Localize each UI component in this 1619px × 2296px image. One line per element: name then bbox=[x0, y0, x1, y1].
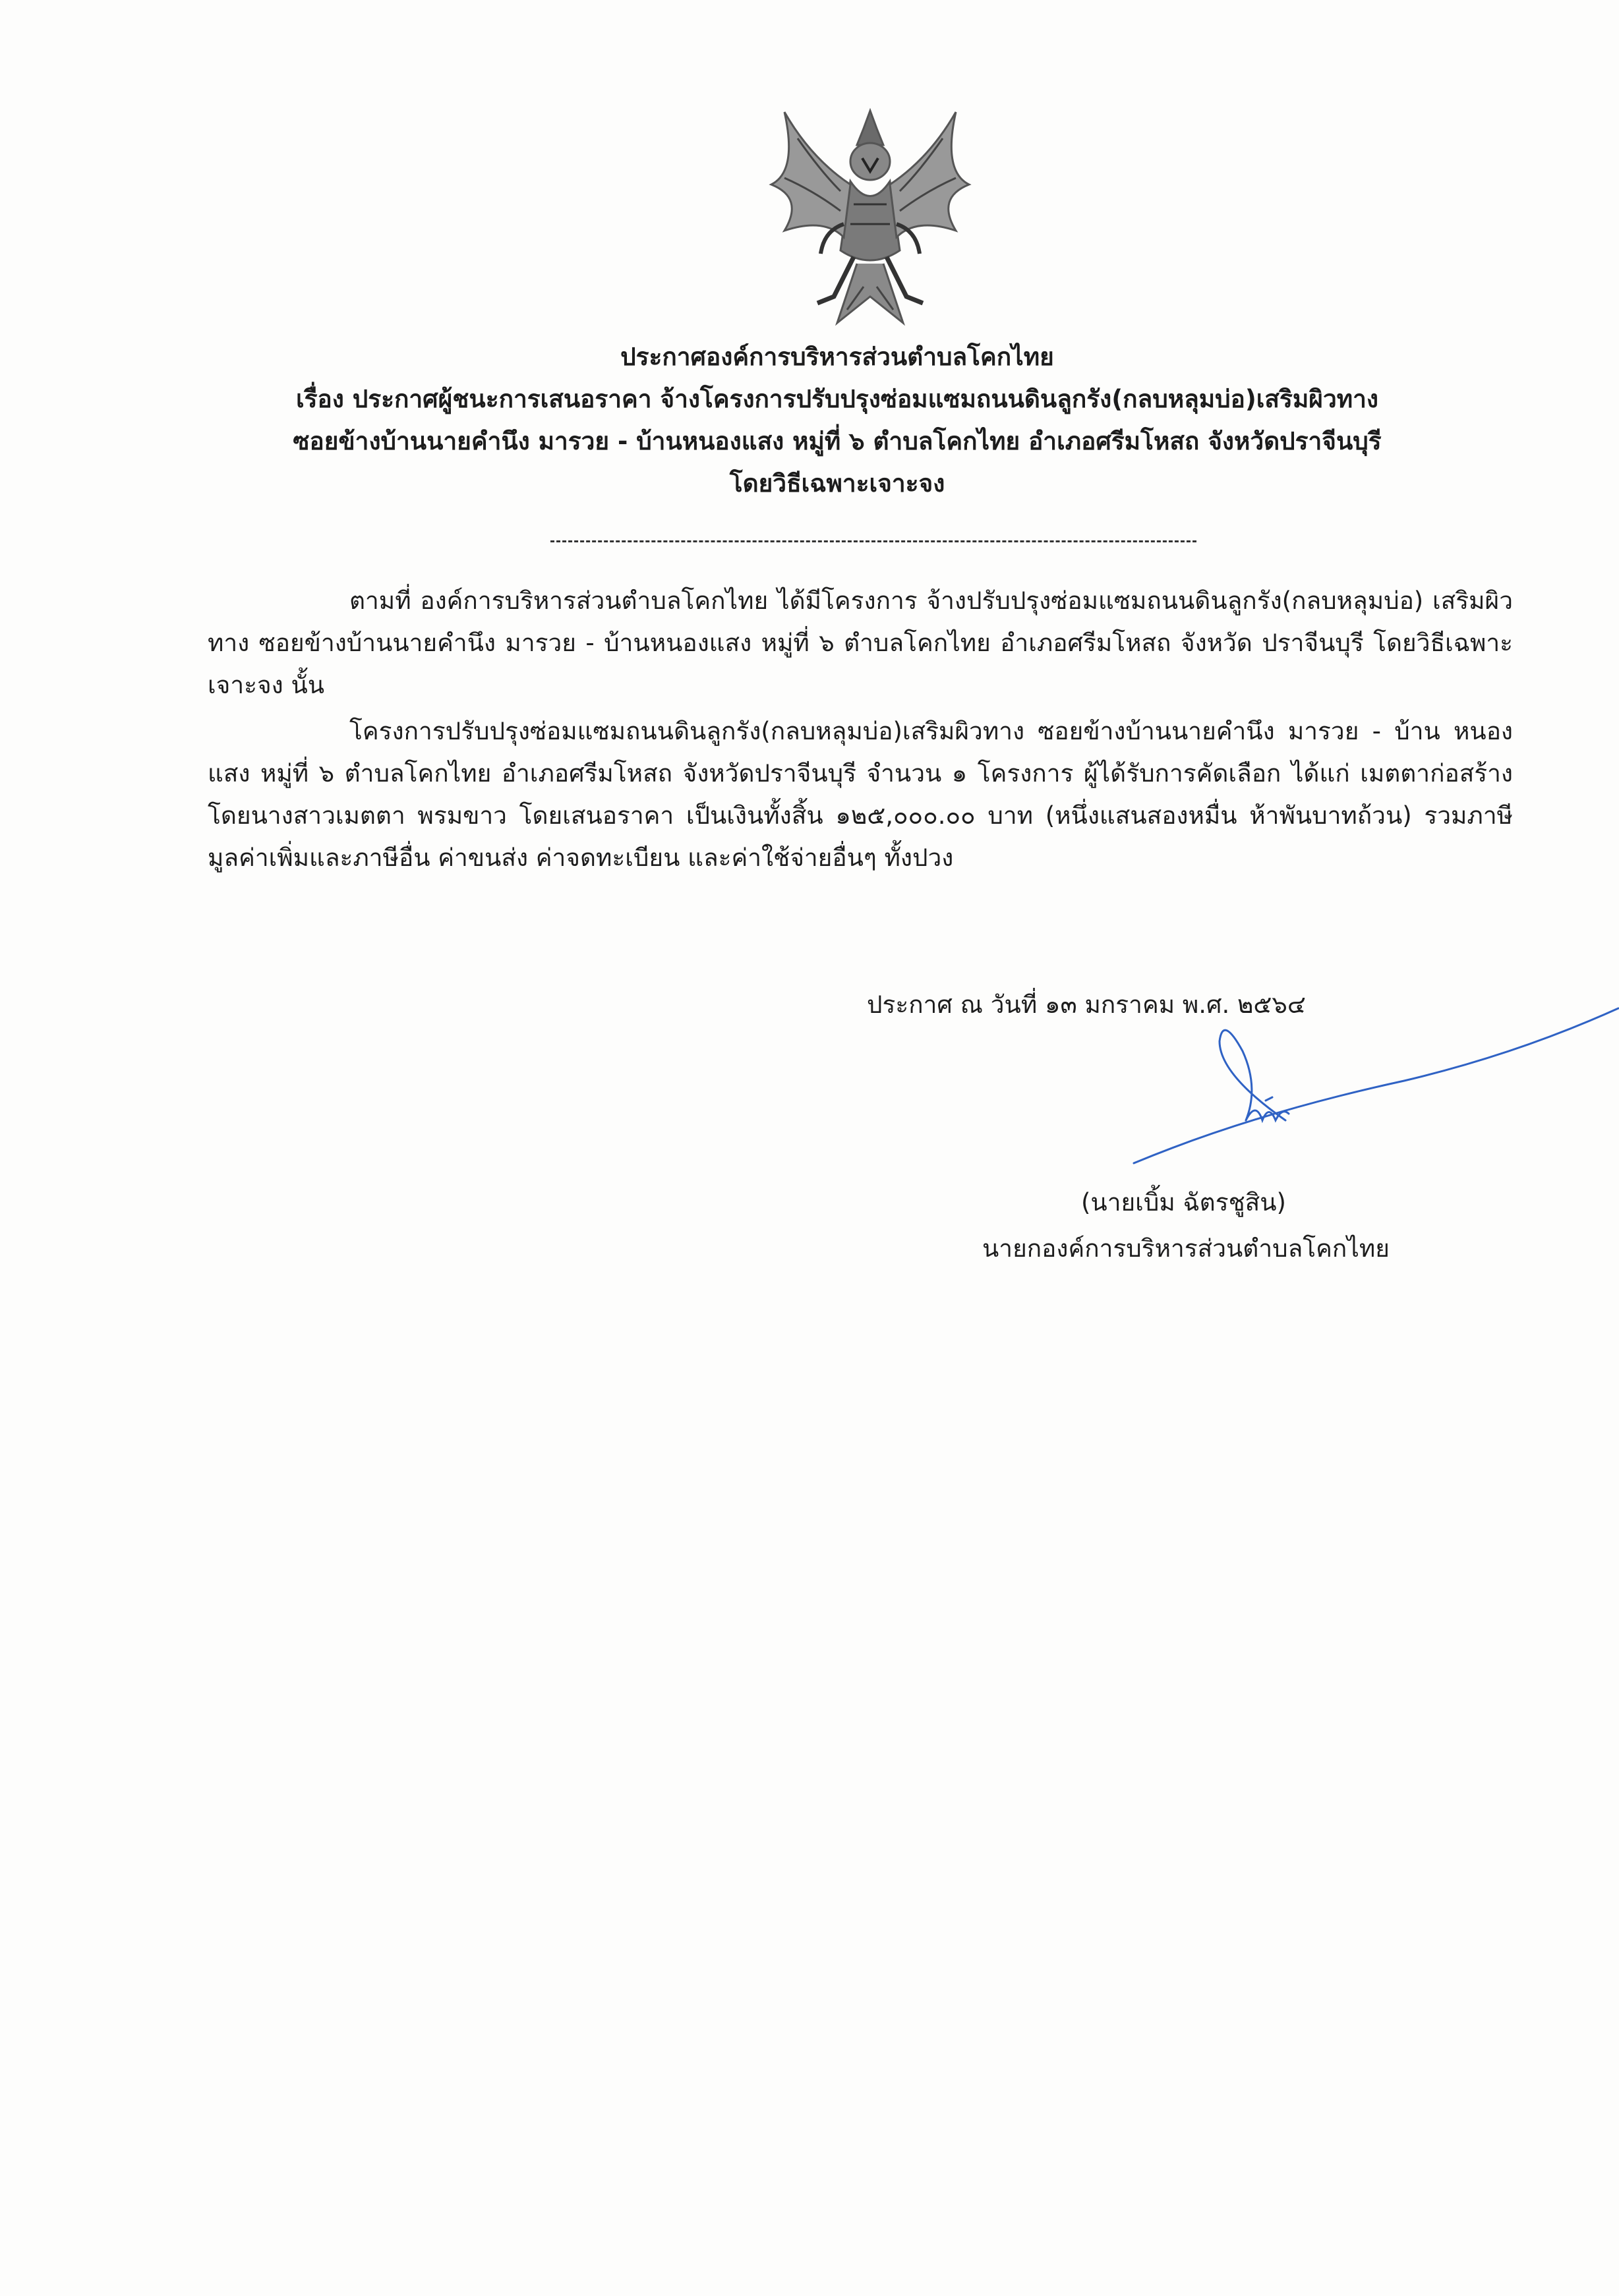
heading-line-3: ซอยข้างบ้านนายคำนึง มารวย - บ้านหนองแสง หมู่ที่ ๖ ตำบลโคกไทย อำเภอศรีมโหสถ จังหวัดปราจีนบุรี bbox=[293, 427, 1382, 455]
announcement-dateline: ประกาศ ณ วันที่ ๑๓ มกราคม พ.ศ. ๒๕๖๔ bbox=[867, 990, 1306, 1019]
heading-line-4: โดยวิธีเฉพาะเจาะจง bbox=[729, 469, 945, 498]
body-paragraph-1: ตามที่ องค์การบริหารส่วนตำบลโคกไทย ได้มีโครงการ จ้างปรับปรุงซ่อมแซมถนนดินลูกรัง(กลบหลุมบ่อ) เสริมผิวทาง ซอยข้างบ้านนายคำนึง มารวย - บ้านหนองแสง หมู่ที่ ๖ ตำบลโคกไทย อำเภอศรีมโหสถ จังหวัด ปราจีนบุรี โดยวิธีเฉพาะเจาะจง นั้น bbox=[208, 587, 1513, 699]
heading-line-1: ประกาศองค์การบริหารส่วนตำบลโคกไทย bbox=[620, 343, 1054, 371]
signatory-name: (นายเบิ้ม ฉัตรชูสิน) bbox=[1081, 1188, 1286, 1217]
heading-line-2: เรื่อง ประกาศผู้ชนะการเสนอราคา จ้างโครงการปรับปรุงซ่อมแซมถนนดินลูกรัง(กลบหลุมบ่อ)เสริมผิวทาง bbox=[296, 385, 1378, 413]
dashed-separator bbox=[550, 540, 1196, 542]
body-paragraph-2: โครงการปรับปรุงซ่อมแซมถนนดินลูกรัง(กลบหลุมบ่อ)เสริมผิวทาง ซอยข้างบ้านนายคำนึง มารวย - บ้าน หนองแสง หมู่ที่ ๖ ตำบลโคกไทย อำเภอศรีมโหสถ จังหวัดปราจีนบุรี จำนวน ๑ โครงการ ผู้ได้รับการคัดเลือก ได้แก่ เมตตาก่อสร้าง โดยนางสาวเมตตา พรมขาว โดยเสนอราคา เป็นเงินทั้งสิ้น ๑๒๕,๐๐๐.๐๐ บาท (หนึ่งแสนสองหมื่น ห้าพันบาทถ้วน) รวมภาษีมูลค่าเพิ่มและภาษีอื่น ค่าขนส่ง ค่าจดทะเบียน และค่าใช้จ่ายอื่นๆ ทั้งปวง bbox=[208, 717, 1513, 872]
signature-image bbox=[1121, 989, 1619, 1186]
announcement-heading bbox=[198, 336, 1477, 505]
announcement-body bbox=[208, 580, 1513, 883]
signatory-title: นายกองค์การบริหารส่วนตำบลโคกไทย bbox=[982, 1234, 1390, 1263]
garuda-emblem-icon bbox=[758, 99, 982, 343]
